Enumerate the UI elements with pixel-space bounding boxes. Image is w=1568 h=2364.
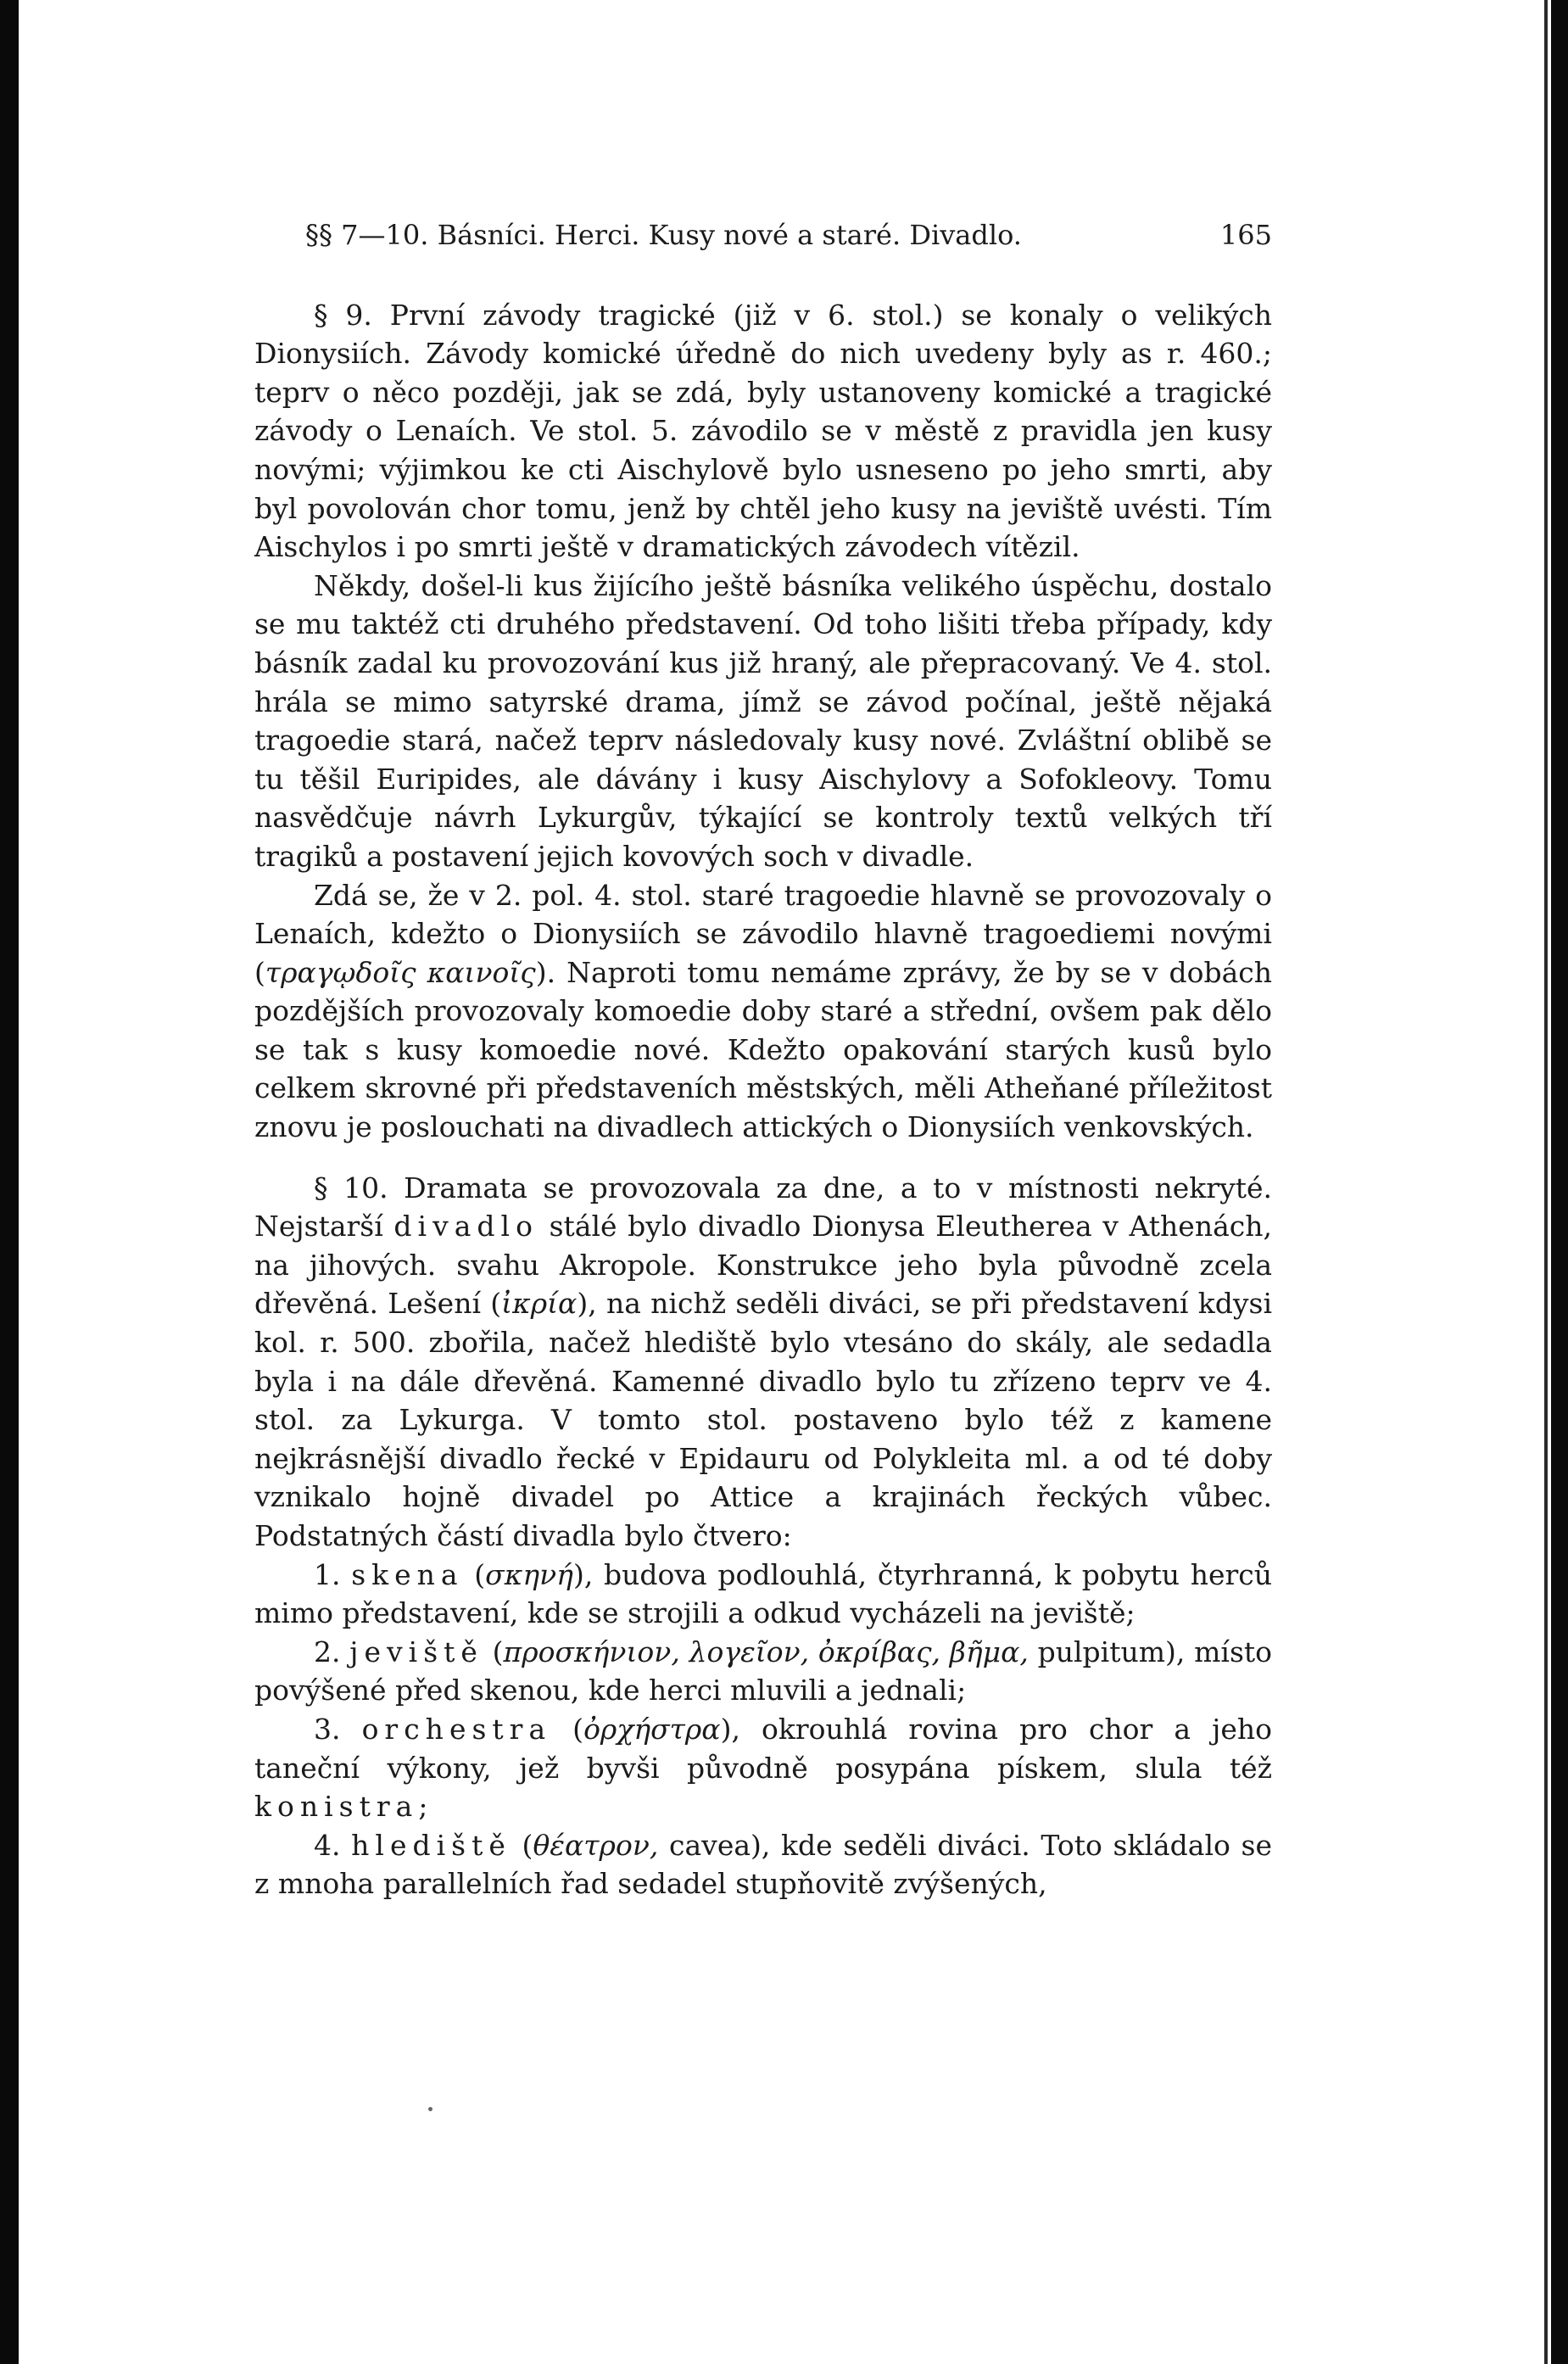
section-10-paragraph-1 <box>254 1169 1272 1556</box>
greek-term: τραγῳδοῖς καινοῖς <box>265 955 536 989</box>
greek-term: θέατρον, <box>533 1828 659 1862</box>
section-9-paragraph-1: § 9. První závody tragické (již v 6. stol.) se konaly o velikých Dionysiích. Závody komické úředně do nich uvedeny byly as r. 460.; teprv o něco později, jak se zdá, byly ustanoveny komické a tragické závody o Lenaích. Ve stol. 5. závodilo se v městě z pravidla jen kusy novými; výjimkou ke cti Aischylově bylo usneseno po jeho smrti, aby byl povolován chor tomu, jenž by chtěl jeho kusy na jeviště uvésti. Tím Aischylos i po smrti ještě v dramatických závodech vítězil. <box>254 298 1272 564</box>
text-run: ( <box>483 1635 504 1668</box>
text-run: ( <box>511 1828 533 1862</box>
item-number: 3. <box>314 1712 341 1746</box>
text-run: ( <box>463 1557 486 1591</box>
item-term: jeviště <box>349 1635 483 1668</box>
text-run: § 10. Dramata se provozovala za dne, a to v místnosti nekryté. Nejstarší <box>254 1171 1272 1243</box>
text-run: ). Naproti tomu nemáme zprávy, že by se v dobách pozdějších provozovaly komoedie doby staré a střední, ovšem pak dělo se tak s kusy komoedie nové. Kdežto opakování starých kusů bylo celkem skrovné při představeních městských, měli Atheňané příležitost znovu je poslouchati na divadlech attických o Dionysiích venkovských. <box>254 955 1272 1144</box>
text-run: stálé bylo divadlo Dionysa Eleutherea v Athenách, na jihových. svahu Akropole. Konstrukce jeho byla původně zcela dřevěná. Lešení ( <box>254 1210 1272 1321</box>
item-term: hlediště <box>351 1828 511 1862</box>
item-number: 1. <box>314 1557 341 1591</box>
scan-right-edge-line <box>1544 0 1548 2364</box>
greek-term: προσκήνιον, λογεῖον, ὀκρίβας, βῆμα, <box>503 1635 1029 1668</box>
greek-term: ὀρχήστρα <box>583 1712 721 1746</box>
text-run: pulpitum), místo povýšené před skenou, kde herci mluvili a jednali; <box>254 1635 1273 1707</box>
text-run: ( <box>551 1712 584 1746</box>
text-run: cavea), kde seděli diváci. Toto skládalo se z mnoha parallelních řad sedadel stupňovitě zvýšených, <box>254 1828 1272 1901</box>
header-title: §§ 7—10. Básníci. Herci. Kusy nové a staré. Divadlo. <box>305 219 1022 251</box>
text-run: Zdá se, že v 2. pol. 4. stol. staré tragoedie hlavně se provozovaly o Lenaích, kdežto o Dionysiích se závodilo hlavně tragoediemi novými ( <box>254 878 1272 989</box>
scan-right-edge <box>1551 0 1568 2364</box>
text-run: ), na nichž seděli diváci, se při představení kdysi kol. r. 500. zbořila, načež hlediště bylo vtesáno do skály, ale sedadla byla i na dále dřevěná. Kamenné divadlo bylo tu zřízeno teprv ve 4. stol. za Lykurga. V tomto stol. postaveno bylo též z kamene nejkrásnější divadlo řecké v Epidauru od Polykleita ml. a od té doby vznikalo hojně divadel po Attice a krajinách řeckých vůbec. Podstatných částí divadla bylo čtvero: <box>254 1287 1272 1552</box>
greek-term: σκηνή <box>485 1557 573 1591</box>
page-body <box>254 216 1272 1903</box>
spaced-term: konistra <box>254 1790 419 1824</box>
item-term: orchestra <box>361 1712 552 1746</box>
item-term: skena <box>351 1557 464 1591</box>
list-item <box>254 1633 1272 1710</box>
greek-term: ἰκρία <box>501 1287 578 1321</box>
list-item <box>254 1710 1272 1826</box>
scan-speck <box>428 2107 432 2111</box>
list-item <box>254 1556 1272 1633</box>
section-9-paragraph-2: Někdy, došel-li kus žijícího ještě básníka velikého úspěchu, dostalo se mu taktéž cti druhého představení. Od toho lišiti třeba případy, kdy básník zadal ku provozování kus již hraný, ale přepracovaný. Ve 4. stol. hrála se mimo satyrské drama, jímž se závod počínal, ještě nějaká tragoedie stará, načež teprv následovaly kusy nové. Zvláštní oblibě se tu těšil Euripides, ale dávány i kusy Aischylovy a Sofokleovy. Tomu nasvědčuje návrh Lykurgův, týkající se kontroly textů velkých tří tragiků a postavení jejich kovových soch v divadle. <box>254 568 1272 873</box>
item-number: 4. <box>314 1828 341 1862</box>
scan-left-edge <box>0 0 19 2364</box>
running-header <box>254 216 1272 255</box>
text-run: ), okrouhlá rovina pro chor a jeho taneční výkony, jež byvši původně posypána pískem, slula též <box>254 1712 1272 1785</box>
section-9-paragraph-3 <box>254 876 1272 1147</box>
spaced-term: divadlo <box>393 1210 538 1243</box>
text-run: ), budova podlouhlá, čtyrhranná, k pobytu herců mimo představení, kde se strojili a odkud vycházeli na jeviště; <box>254 1557 1273 1630</box>
page-number: 165 <box>1219 219 1272 251</box>
item-number: 2. <box>314 1635 341 1668</box>
text-run: ; <box>418 1790 428 1824</box>
list-item <box>254 1826 1272 1903</box>
